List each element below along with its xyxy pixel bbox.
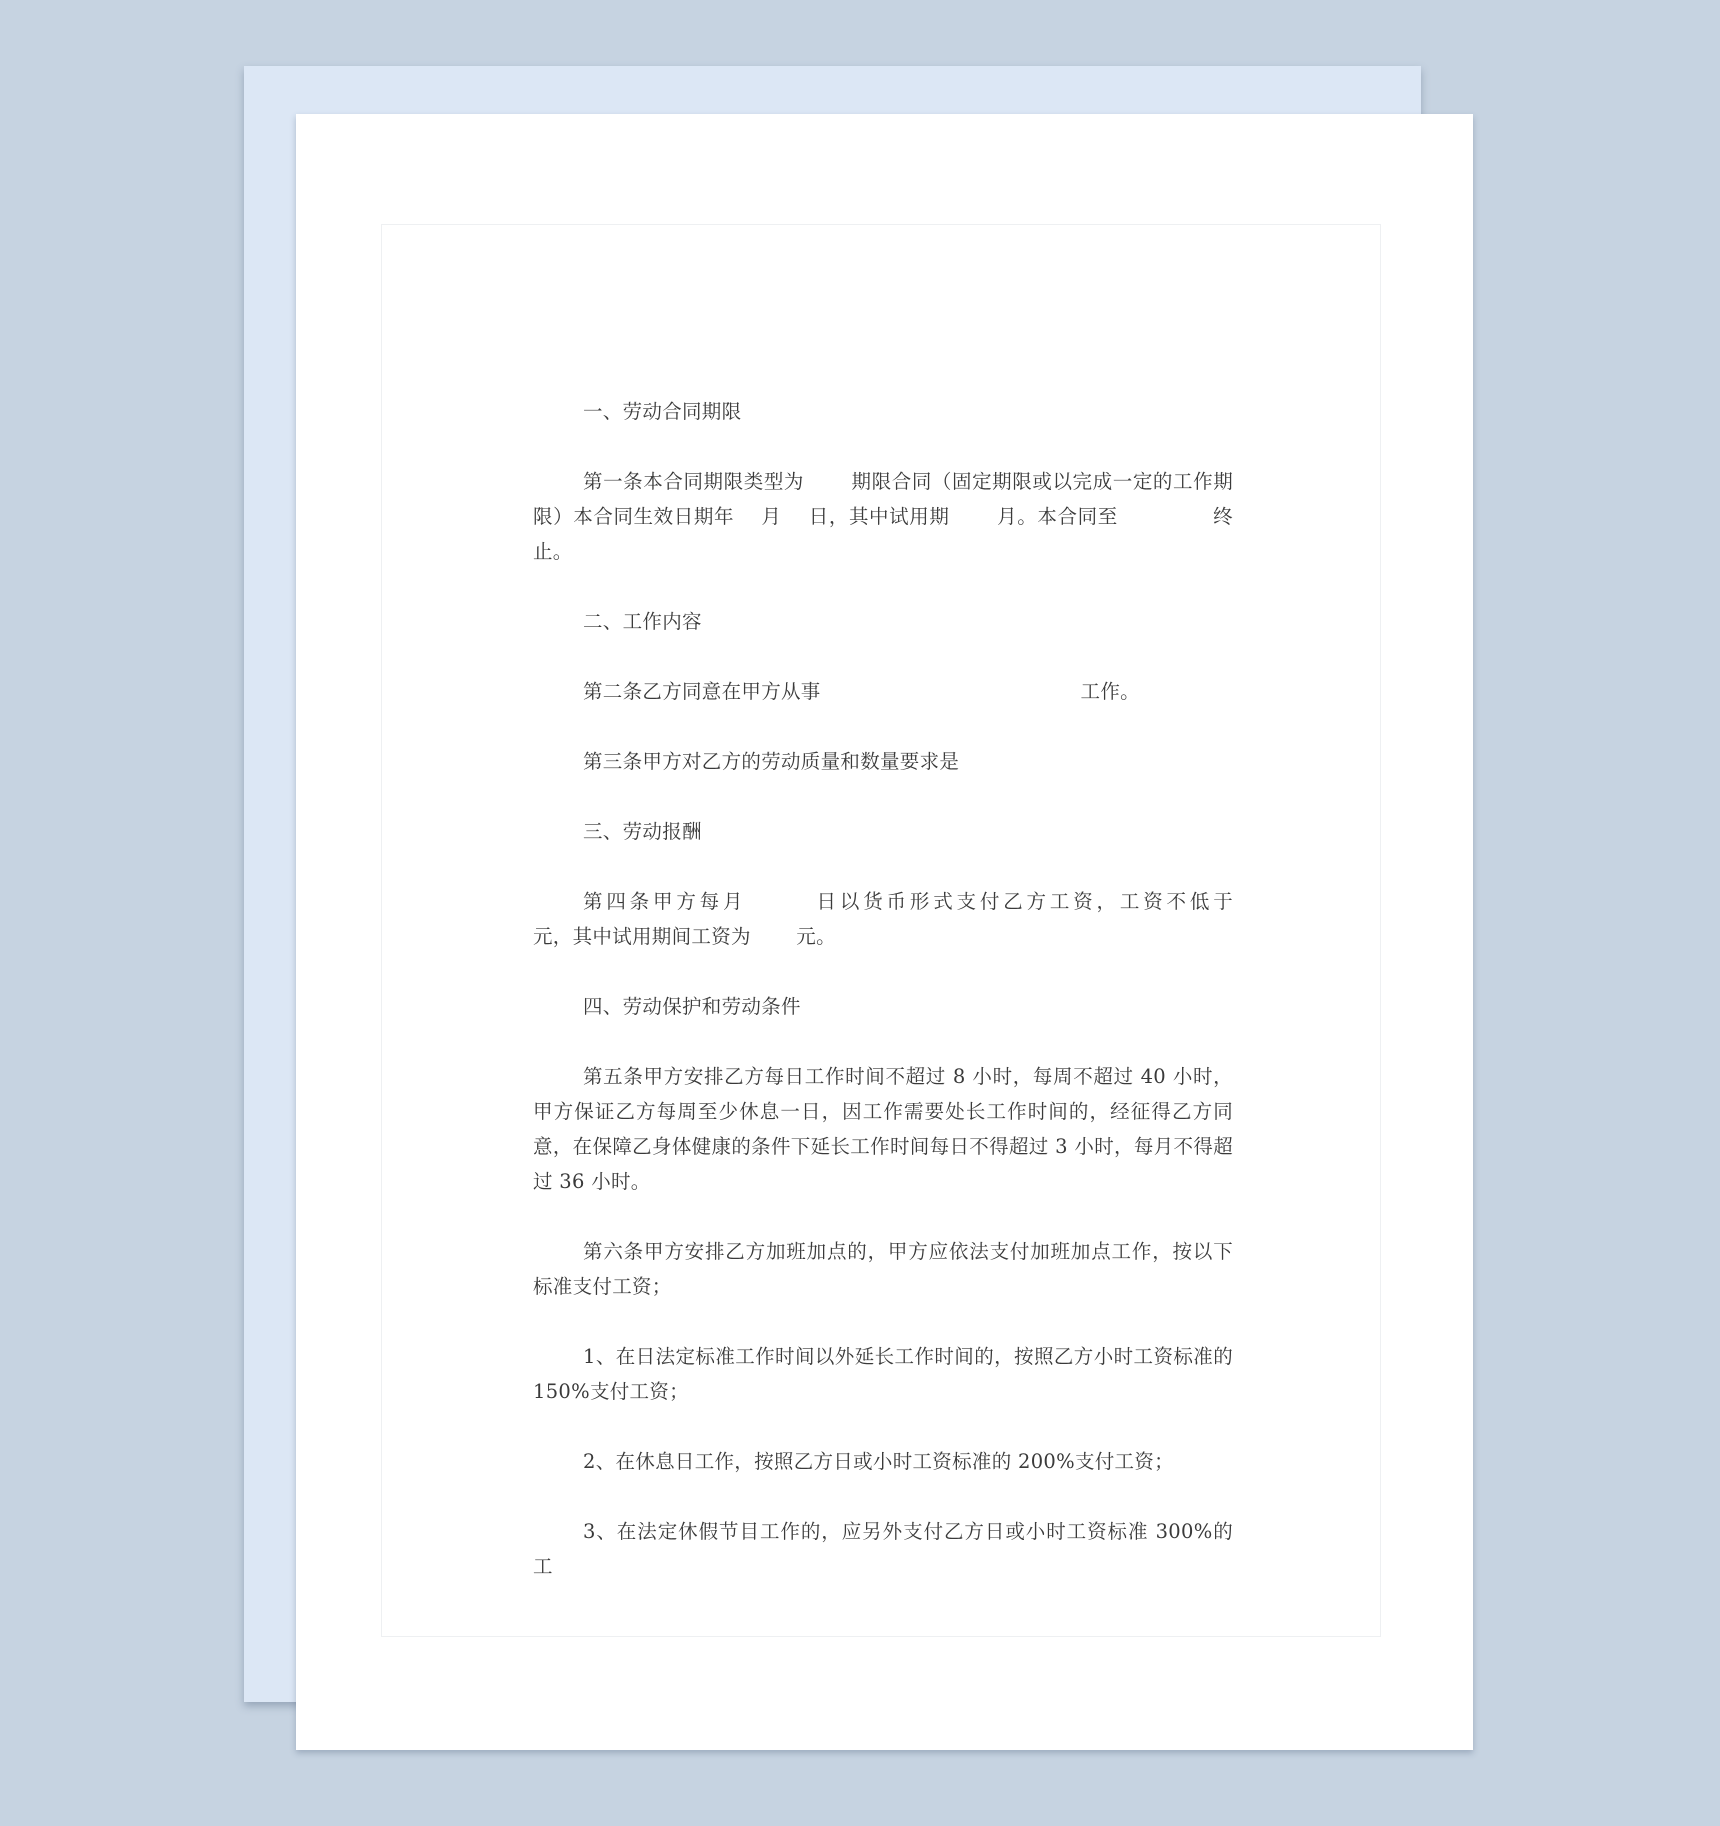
clause-2: 第二条乙方同意在甲方从事 工作。 (583, 680, 1140, 703)
list-item-3: 3、在法定休假节目工作的，应另外支付乙方日或小时工资标准 300%的工 (533, 1520, 1233, 1578)
clause-5: 第五条甲方安排乙方每日工作时间不超过 8 小时，每周不超过 40 小时，甲方保证乙方每周至少休息一日，因工作需要处长工作时间的，经征得乙方同意，在保障乙身体健康的条件下延长工作时间每日不得超过 3 小时，每月不得超过 36 小时。 (533, 1065, 1233, 1193)
section-heading-remuneration: 三、劳动报酬 (583, 820, 702, 843)
clause-1: 第一条本合同期限类型为 期限合同（固定期限或以完成一定的工作期限）本合同生效日期年 月 日，其中试用期 月。本合同至 终止。 (533, 470, 1233, 563)
section-heading-contract-term: 一、劳动合同期限 (583, 400, 742, 423)
list-item-2: 2、在休息日工作，按照乙方日或小时工资标准的 200%支付工资； (583, 1450, 1174, 1473)
section-heading-labor-protection: 四、劳动保护和劳动条件 (583, 995, 801, 1018)
clause-4: 第四条甲方每月 日以货币形式支付乙方工资，工资不低于 元，其中试用期间工资为 元。 (533, 890, 1305, 948)
document-body (533, 394, 1305, 1619)
list-item-1: 1、在日法定标准工作时间以外延长工作时间的，按照乙方小时工资标准的 150%支付工资； (533, 1345, 1240, 1403)
clause-3: 第三条甲方对乙方的劳动质量和数量要求是 (583, 750, 960, 773)
document-page (296, 114, 1473, 1750)
section-heading-work-content: 二、工作内容 (583, 610, 702, 633)
clause-6: 第六条甲方安排乙方加班加点的，甲方应依法支付加班加点工作，按以下标准支付工资； (533, 1240, 1233, 1298)
